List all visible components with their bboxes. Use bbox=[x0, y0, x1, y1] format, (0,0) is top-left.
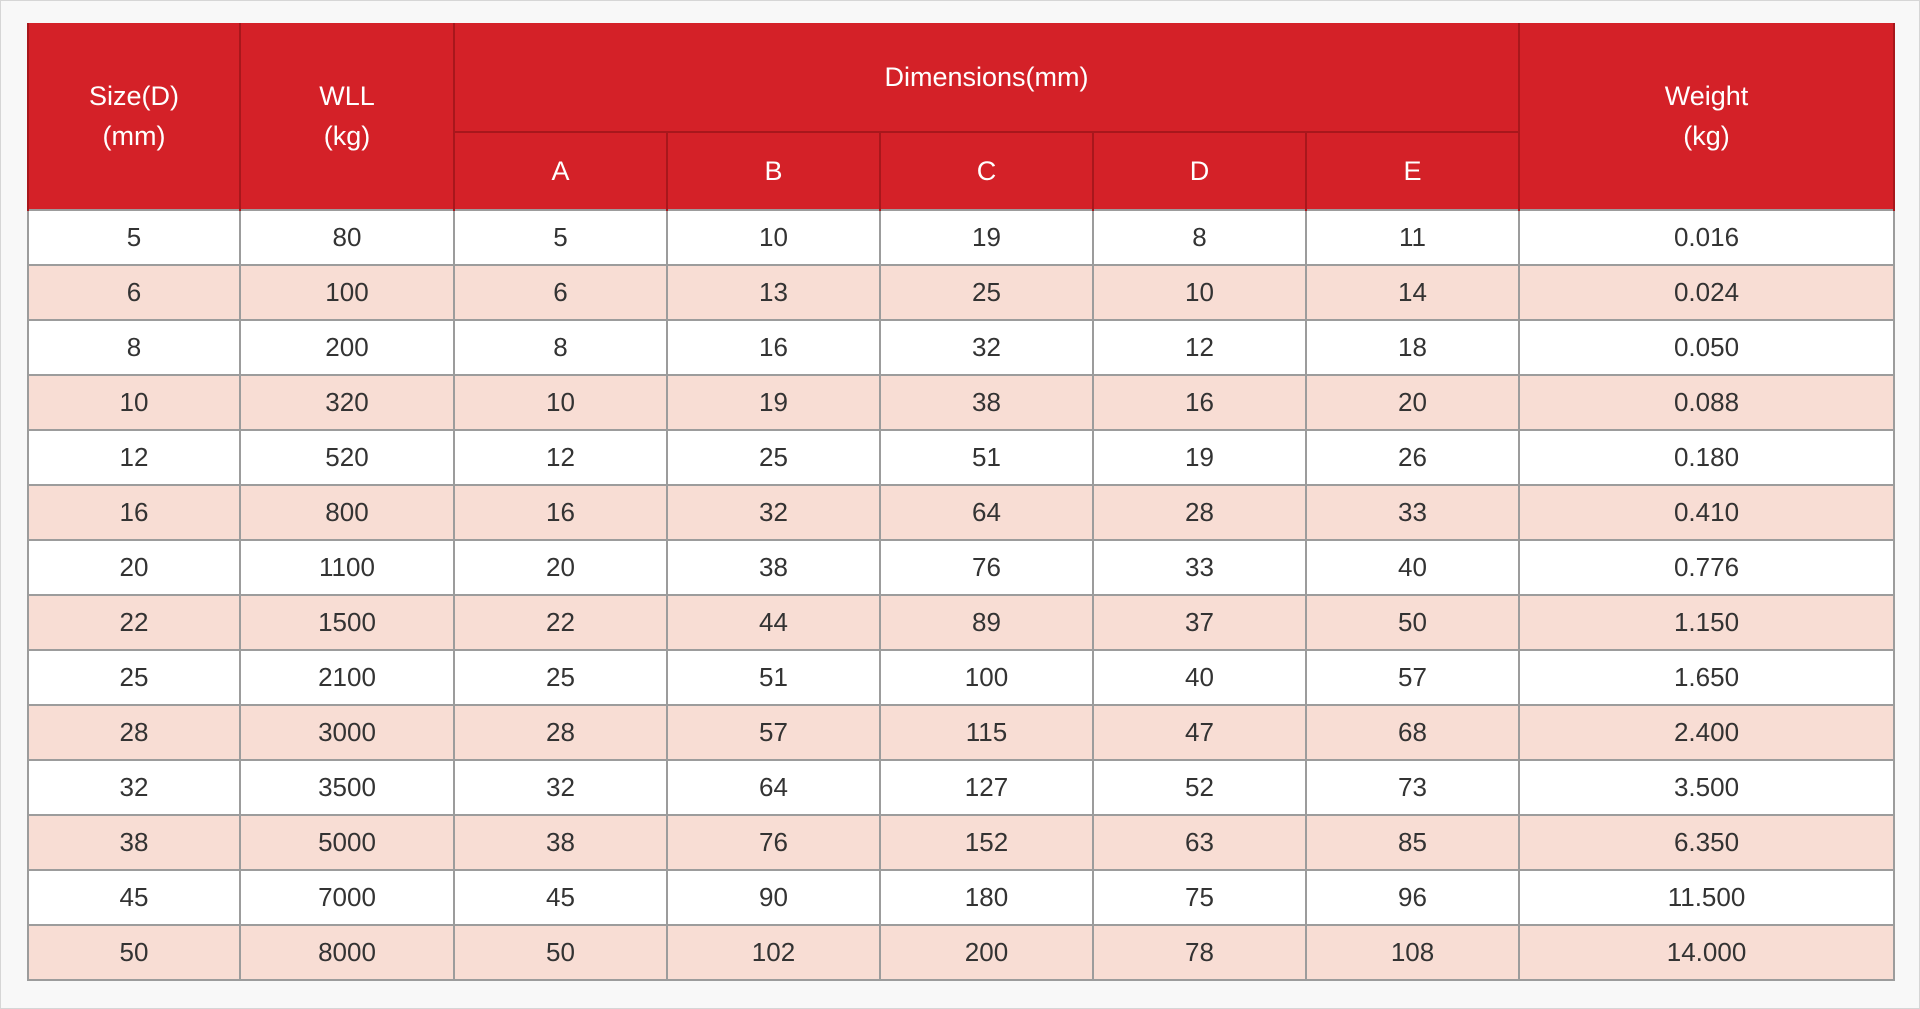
cell-dim-b: 51 bbox=[667, 650, 880, 705]
cell-wll: 520 bbox=[240, 430, 454, 485]
cell-dim-c: 200 bbox=[880, 925, 1093, 980]
cell-size: 22 bbox=[28, 595, 240, 650]
cell-dim-b: 102 bbox=[667, 925, 880, 980]
cell-dim-d: 75 bbox=[1093, 870, 1306, 925]
header-size-line1: Size(D) bbox=[88, 81, 179, 111]
cell-wll: 800 bbox=[240, 485, 454, 540]
cell-dim-a: 20 bbox=[454, 540, 667, 595]
cell-dim-a: 50 bbox=[454, 925, 667, 980]
cell-dim-b: 16 bbox=[667, 320, 880, 375]
cell-dim-c: 25 bbox=[880, 265, 1093, 320]
cell-dim-e: 20 bbox=[1306, 375, 1519, 430]
table-row bbox=[28, 870, 1894, 925]
cell-size: 50 bbox=[28, 925, 240, 980]
cell-dim-a: 6 bbox=[454, 265, 667, 320]
cell-dim-d: 47 bbox=[1093, 705, 1306, 760]
cell-size: 16 bbox=[28, 485, 240, 540]
cell-dim-c: 127 bbox=[880, 760, 1093, 815]
cell-dim-b: 13 bbox=[667, 265, 880, 320]
table-row bbox=[28, 595, 1894, 650]
cell-wll: 80 bbox=[240, 210, 454, 265]
cell-size: 20 bbox=[28, 540, 240, 595]
cell-dim-a: 16 bbox=[454, 485, 667, 540]
cell-dim-d: 16 bbox=[1093, 375, 1306, 430]
cell-weight: 11.500 bbox=[1519, 870, 1894, 925]
table-body bbox=[28, 210, 1894, 980]
cell-size: 12 bbox=[28, 430, 240, 485]
cell-wll: 3000 bbox=[240, 705, 454, 760]
cell-wll: 1100 bbox=[240, 540, 454, 595]
cell-size: 38 bbox=[28, 815, 240, 870]
cell-dim-b: 25 bbox=[667, 430, 880, 485]
cell-wll: 320 bbox=[240, 375, 454, 430]
cell-dim-d: 78 bbox=[1093, 925, 1306, 980]
header-dim-a: A bbox=[454, 132, 667, 210]
cell-dim-c: 89 bbox=[880, 595, 1093, 650]
cell-size: 6 bbox=[28, 265, 240, 320]
cell-dim-b: 90 bbox=[667, 870, 880, 925]
cell-dim-c: 64 bbox=[880, 485, 1093, 540]
cell-dim-d: 28 bbox=[1093, 485, 1306, 540]
cell-dim-e: 33 bbox=[1306, 485, 1519, 540]
table-row bbox=[28, 320, 1894, 375]
cell-dim-a: 32 bbox=[454, 760, 667, 815]
cell-wll: 100 bbox=[240, 265, 454, 320]
spec-table bbox=[27, 23, 1895, 981]
cell-dim-c: 51 bbox=[880, 430, 1093, 485]
cell-dim-c: 152 bbox=[880, 815, 1093, 870]
cell-dim-b: 44 bbox=[667, 595, 880, 650]
cell-size: 32 bbox=[28, 760, 240, 815]
cell-weight: 6.350 bbox=[1519, 815, 1894, 870]
cell-weight: 14.000 bbox=[1519, 925, 1894, 980]
cell-dim-a: 12 bbox=[454, 430, 667, 485]
header-weight-line2: (kg) bbox=[1683, 121, 1730, 151]
header-dim-c: C bbox=[880, 132, 1093, 210]
table-row bbox=[28, 485, 1894, 540]
cell-wll: 3500 bbox=[240, 760, 454, 815]
table-header bbox=[28, 23, 1894, 210]
cell-dim-b: 76 bbox=[667, 815, 880, 870]
cell-weight: 0.180 bbox=[1519, 430, 1894, 485]
cell-dim-c: 32 bbox=[880, 320, 1093, 375]
header-weight-line1: Weight bbox=[1664, 81, 1749, 111]
cell-dim-c: 38 bbox=[880, 375, 1093, 430]
cell-dim-a: 5 bbox=[454, 210, 667, 265]
table-row bbox=[28, 540, 1894, 595]
cell-wll: 5000 bbox=[240, 815, 454, 870]
cell-dim-e: 73 bbox=[1306, 760, 1519, 815]
cell-size: 8 bbox=[28, 320, 240, 375]
header-weight bbox=[1519, 23, 1894, 210]
cell-size: 25 bbox=[28, 650, 240, 705]
cell-dim-d: 8 bbox=[1093, 210, 1306, 265]
cell-weight: 3.500 bbox=[1519, 760, 1894, 815]
header-dim-d: D bbox=[1093, 132, 1306, 210]
cell-dim-e: 96 bbox=[1306, 870, 1519, 925]
header-wll-line1: WLL bbox=[319, 81, 375, 111]
cell-dim-a: 22 bbox=[454, 595, 667, 650]
cell-weight: 2.400 bbox=[1519, 705, 1894, 760]
cell-dim-e: 14 bbox=[1306, 265, 1519, 320]
cell-dim-e: 18 bbox=[1306, 320, 1519, 375]
cell-dim-d: 40 bbox=[1093, 650, 1306, 705]
cell-dim-b: 57 bbox=[667, 705, 880, 760]
table-row bbox=[28, 760, 1894, 815]
cell-wll: 7000 bbox=[240, 870, 454, 925]
cell-weight: 0.088 bbox=[1519, 375, 1894, 430]
header-size bbox=[28, 23, 240, 210]
cell-weight: 1.650 bbox=[1519, 650, 1894, 705]
table-row bbox=[28, 210, 1894, 265]
cell-dim-a: 28 bbox=[454, 705, 667, 760]
cell-dim-b: 19 bbox=[667, 375, 880, 430]
cell-size: 45 bbox=[28, 870, 240, 925]
cell-size: 5 bbox=[28, 210, 240, 265]
cell-dim-e: 11 bbox=[1306, 210, 1519, 265]
cell-dim-b: 10 bbox=[667, 210, 880, 265]
cell-dim-e: 26 bbox=[1306, 430, 1519, 485]
cell-dim-a: 8 bbox=[454, 320, 667, 375]
header-size-line2: (mm) bbox=[102, 121, 166, 151]
header-wll-line2: (kg) bbox=[323, 121, 371, 151]
table-row bbox=[28, 375, 1894, 430]
cell-dim-b: 38 bbox=[667, 540, 880, 595]
cell-dim-a: 38 bbox=[454, 815, 667, 870]
cell-dim-e: 40 bbox=[1306, 540, 1519, 595]
cell-dim-c: 100 bbox=[880, 650, 1093, 705]
cell-weight: 0.024 bbox=[1519, 265, 1894, 320]
cell-size: 28 bbox=[28, 705, 240, 760]
cell-dim-c: 180 bbox=[880, 870, 1093, 925]
cell-weight: 0.050 bbox=[1519, 320, 1894, 375]
table-row bbox=[28, 815, 1894, 870]
table-row bbox=[28, 705, 1894, 760]
cell-dim-a: 25 bbox=[454, 650, 667, 705]
cell-dim-e: 108 bbox=[1306, 925, 1519, 980]
cell-dim-c: 115 bbox=[880, 705, 1093, 760]
cell-wll: 200 bbox=[240, 320, 454, 375]
header-wll bbox=[240, 23, 454, 210]
cell-dim-e: 50 bbox=[1306, 595, 1519, 650]
cell-dim-d: 37 bbox=[1093, 595, 1306, 650]
table-row bbox=[28, 925, 1894, 980]
table-row bbox=[28, 265, 1894, 320]
cell-dim-e: 68 bbox=[1306, 705, 1519, 760]
cell-dim-d: 12 bbox=[1093, 320, 1306, 375]
header-dim-e: E bbox=[1306, 132, 1519, 210]
cell-dim-c: 76 bbox=[880, 540, 1093, 595]
header-dimensions: Dimensions(mm) bbox=[454, 23, 1519, 132]
cell-dim-a: 10 bbox=[454, 375, 667, 430]
cell-weight: 0.016 bbox=[1519, 210, 1894, 265]
cell-weight: 1.150 bbox=[1519, 595, 1894, 650]
cell-wll: 1500 bbox=[240, 595, 454, 650]
cell-dim-e: 85 bbox=[1306, 815, 1519, 870]
cell-weight: 0.410 bbox=[1519, 485, 1894, 540]
cell-dim-e: 57 bbox=[1306, 650, 1519, 705]
cell-wll: 2100 bbox=[240, 650, 454, 705]
cell-dim-d: 52 bbox=[1093, 760, 1306, 815]
cell-dim-d: 10 bbox=[1093, 265, 1306, 320]
cell-dim-d: 19 bbox=[1093, 430, 1306, 485]
table-row bbox=[28, 650, 1894, 705]
cell-size: 10 bbox=[28, 375, 240, 430]
header-dim-b: B bbox=[667, 132, 880, 210]
table-row bbox=[28, 430, 1894, 485]
cell-weight: 0.776 bbox=[1519, 540, 1894, 595]
cell-dim-b: 32 bbox=[667, 485, 880, 540]
cell-dim-b: 64 bbox=[667, 760, 880, 815]
cell-dim-d: 33 bbox=[1093, 540, 1306, 595]
cell-wll: 8000 bbox=[240, 925, 454, 980]
cell-dim-a: 45 bbox=[454, 870, 667, 925]
cell-dim-d: 63 bbox=[1093, 815, 1306, 870]
cell-dim-c: 19 bbox=[880, 210, 1093, 265]
